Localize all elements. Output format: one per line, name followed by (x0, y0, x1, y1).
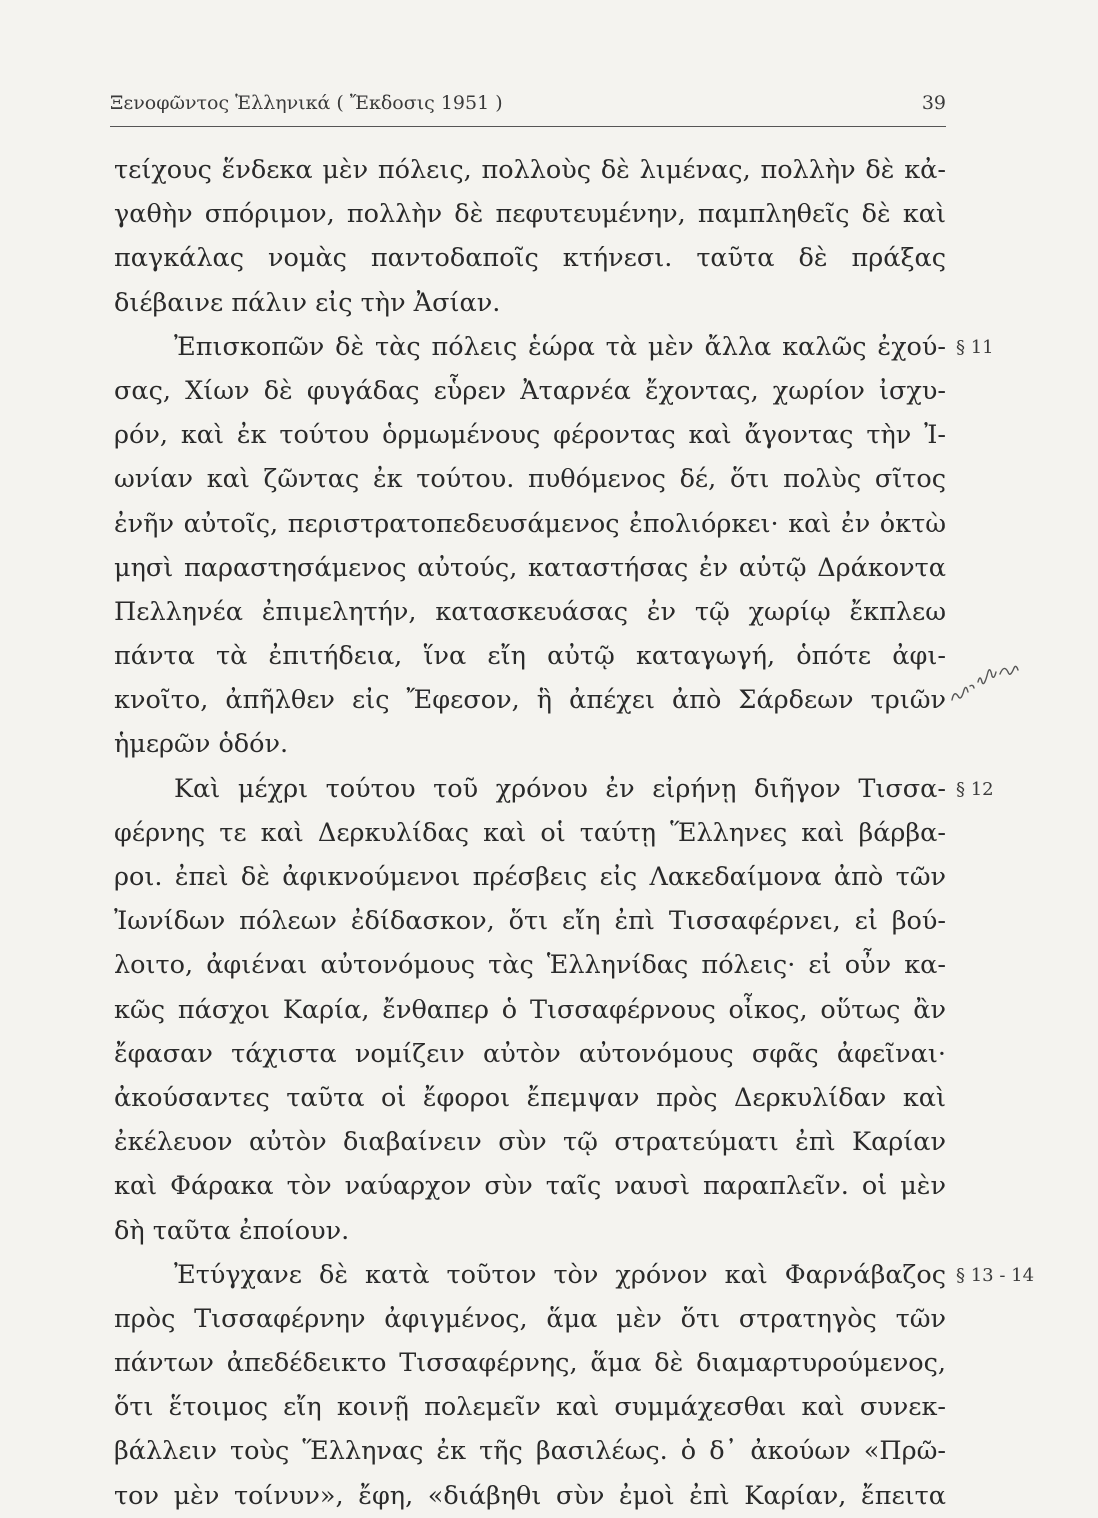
text-line: διέβαινε πάλιν εἰς τὴν Ἀσίαν. (114, 287, 501, 318)
text-line: πάντων ἀπεδέδεικτο Τισσαφέρνης, ἅμα δὲ διαμαρτυρούμενος, (114, 1348, 946, 1379)
text-line: κῶς πάσχοι Καρία, ἔνθαπερ ὁ Τισσαφέρνους οἶκος, οὕτως ἂν (114, 994, 946, 1025)
text-line: παγκάλας νομὰς παντοδαποῖς κτήνεσι. ταῦτα δὲ πράξας (114, 243, 946, 274)
text-line: Πελληνέα ἐπιμελητήν, κατασκευάσας ἐν τῷ χωρίῳ ἔκπλεω (114, 596, 946, 627)
section-number: § 12 (956, 778, 994, 800)
text-line: φέρνης τε καὶ Δερκυλίδας καὶ οἱ ταύτῃ Ἕλληνες καὶ βάρβα- (114, 817, 946, 848)
text-line: ἔφασαν τάχιστα νομίζειν αὐτὸν αὐτονόμους σφᾶς ἀφεῖναι· (114, 1038, 946, 1069)
text-line: Ἐπισκοπῶν δὲ τὰς πόλεις ἑώρα τὰ μὲν ἄλλα καλῶς ἐχού- (174, 331, 946, 362)
text-line: ἐνῆν αὐτοῖς, περιστρατοπεδευσάμενος ἐπολιόρκει· καὶ ἐν ὀκτὼ (114, 508, 946, 539)
header-title: Ξενοφῶντος Ἑλληνικά ( Ἔκδοσις 1951 ) (110, 92, 503, 114)
text-line: πάντα τὰ ἐπιτήδεια, ἵνα εἴη αὐτῷ καταγωγή, ὁπότε ἀφι- (114, 641, 946, 672)
text-line: καὶ Φάρακα τὸν ναύαρχον σὺν ταῖς ναυσὶ παραπλεῖν. οἱ μὲν (114, 1171, 946, 1202)
handwritten-annotation (948, 650, 1028, 710)
text-line: τείχους ἕνδεκα μὲν πόλεις, πολλοὺς δὲ λιμένας, πολλὴν δὲ κἀ- (114, 155, 946, 185)
section-number: § 13 - 14 (956, 1265, 1035, 1286)
text-line: λοιτο, ἀφιέναι αὐτονόμους τὰς Ἑλληνίδας πόλεις· εἰ οὖν κα- (114, 950, 946, 981)
page-number: 39 (921, 92, 946, 114)
text-line: γαθὴν σπόριμον, πολλὴν δὲ πεφυτευμένην, παμπληθεῖς δὲ καὶ (114, 199, 946, 230)
body-text (114, 148, 946, 1518)
text-line: ἀκούσαντες ταῦτα οἱ ἔφοροι ἔπεμψαν πρὸς Δερκυλίδαν καὶ (114, 1082, 946, 1113)
text-line: βάλλειν τοὺς Ἕλληνας ἐκ τῆς βασιλέως. ὁ δ᾿ ἀκούων «Πρῶ- (114, 1436, 946, 1467)
running-header (110, 92, 946, 114)
text-line: μησὶ παραστησάμενος αὐτούς, καταστήσας ἐν αὐτῷ Δράκοντα (114, 552, 946, 583)
text-line: ἡμερῶν ὁδόν. (114, 729, 289, 760)
text-line: ρόν, καὶ ἐκ τούτου ὁρμωμένους φέροντας καὶ ἄγοντας τὴν Ἰ- (114, 420, 946, 451)
text-line: Καὶ μέχρι τούτου τοῦ χρόνου ἐν εἰρήνῃ διῆγον Τισσα- (174, 773, 946, 804)
text-line: πρὸς Τισσαφέρνην ἀφιγμένος, ἅμα μὲν ὅτι στρατηγὸς τῶν (114, 1303, 946, 1334)
text-line: ροι. ἐπεὶ δὲ ἀφικνούμενοι πρέσβεις εἰς Λακεδαίμονα ἀπὸ τῶν (114, 862, 946, 892)
text-line: Ἐτύγχανε δὲ κατὰ τοῦτον τὸν χρόνον καὶ Φαρνάβαζος (174, 1259, 946, 1290)
header-rule (110, 126, 946, 127)
text-line: τον μὲν τοίνυν», ἔφη, «διάβηθι σὺν ἐμοὶ ἐπὶ Καρίαν, ἔπειτα (114, 1480, 946, 1511)
text-line: ὅτι ἕτοιμος εἴη κοινῇ πολεμεῖν καὶ συμμάχεσθαι καὶ συνεκ- (114, 1392, 946, 1423)
text-line: ἐκέλευον αὐτὸν διαβαίνειν σὺν τῷ στρατεύματι ἐπὶ Καρίαν (114, 1127, 946, 1158)
text-line: Ἰωνίδων πόλεων ἐδίδασκον, ὅτι εἴη ἐπὶ Τισσαφέρνει, εἰ βού- (114, 906, 946, 937)
text-line: δὴ ταῦτα ἐποίουν. (114, 1215, 350, 1246)
section-number: § 11 (956, 336, 994, 358)
text-line: κνοῖτο, ἀπῆλθεν εἰς Ἔφεσον, ἣ ἀπέχει ἀπὸ Σάρδεων τριῶν (114, 685, 946, 716)
text-line: ωνίαν καὶ ζῶντας ἐκ τούτου. πυθόμενος δέ, ὅτι πολὺς σῖτος (114, 464, 946, 495)
text-line: σας, Χίων δὲ φυγάδας εὗρεν Ἀταρνέα ἔχοντας, χωρίον ἰσχυ- (114, 375, 946, 406)
